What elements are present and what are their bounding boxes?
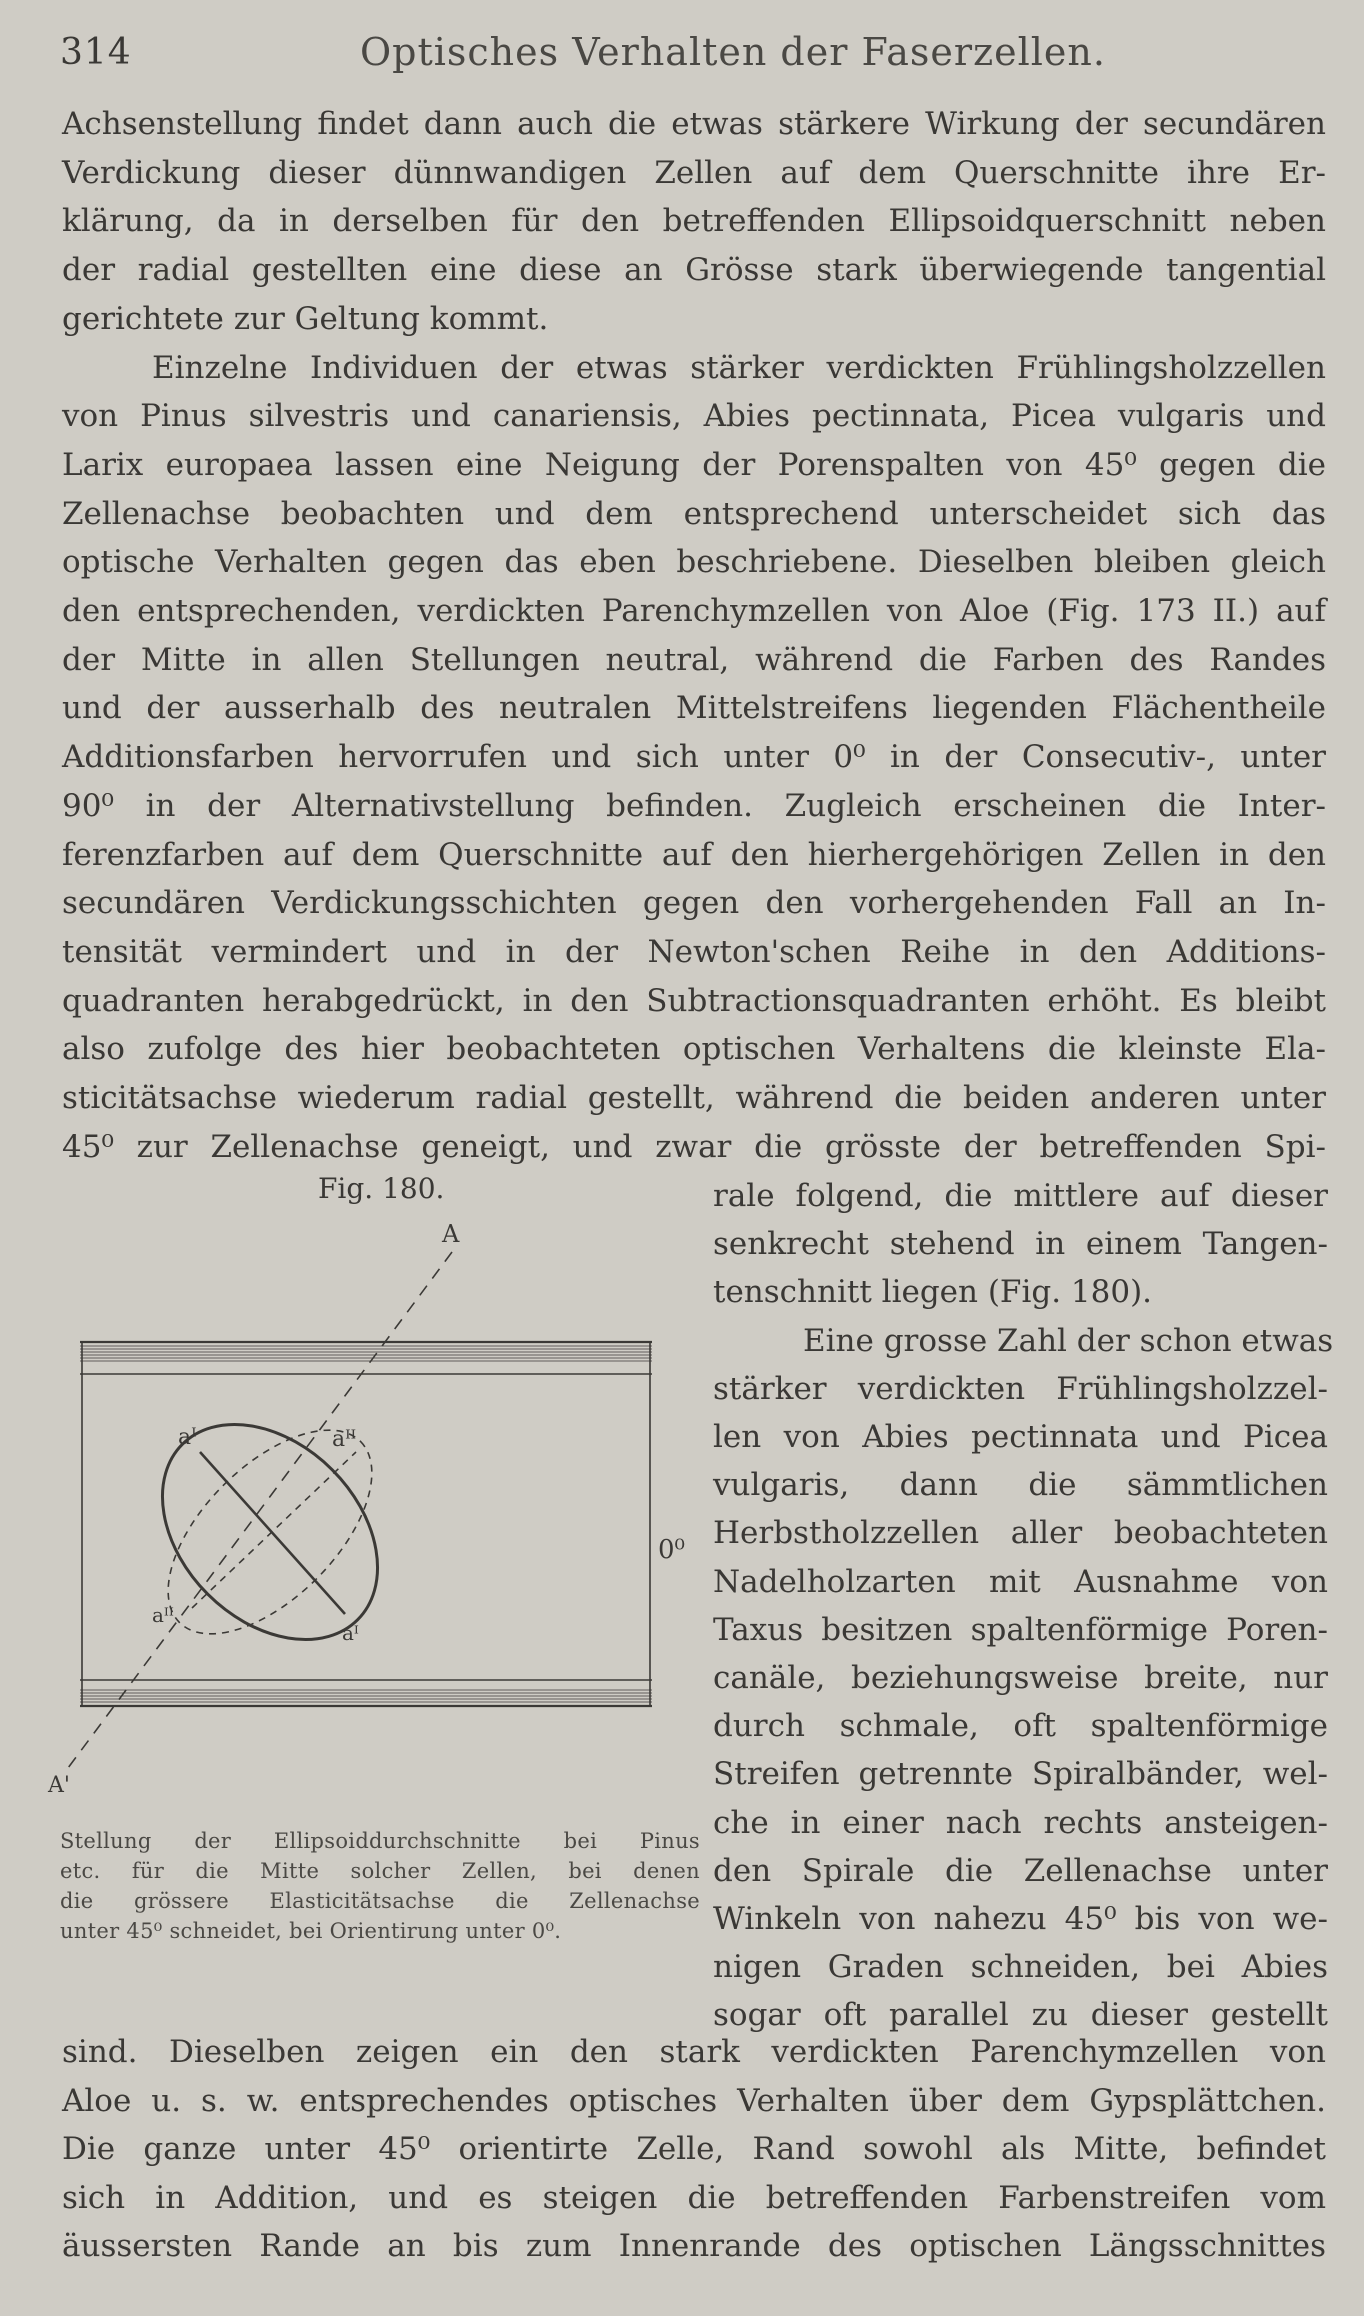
axis-A-A	[68, 1252, 452, 1768]
text-line: tensität vermindert und in der Newton'schen Reihe in den Additions-	[62, 933, 1326, 970]
text-line: rale folgend, die mittlere auf dieser	[713, 1178, 1328, 1214]
figure-180-diagram	[40, 1220, 700, 1800]
label-a2-right: aᴵᴵ	[332, 1427, 357, 1452]
text-line: Streifen getrennte Spiralbänder, wel-	[713, 1756, 1328, 1793]
text-line: tenschnitt liegen (Fig. 180).	[713, 1274, 1153, 1311]
figure-label: Fig. 180.	[318, 1172, 445, 1205]
page-header	[60, 22, 1344, 82]
text-line: äussersten Rande an bis zum Innenrande des optischen Längsschnittes	[62, 2228, 1326, 2264]
text-line: Taxus besitzen spaltenförmige Poren-	[713, 1611, 1328, 1648]
text-line: 45⁰ zur Zellenachse geneigt, und zwar die grösste der betreffenden Spi-	[62, 1128, 1326, 1165]
text-line: Larix europaea lassen eine Neigung der Porenspalten von 45⁰ gegen die	[62, 446, 1326, 483]
text-line: also zufolge des hier beobachteten optischen Verhaltens die kleinste Ela-	[62, 1031, 1326, 1068]
text-line: Die ganze unter 45⁰ orientirte Zelle, Rand sowohl als Mitte, befindet	[62, 2131, 1326, 2167]
axis-a1	[200, 1452, 345, 1614]
caption-line: etc. für die Mitte solcher Zellen, bei denen	[60, 1859, 700, 1883]
text-line: Verdickung dieser dünnwandigen Zellen auf dem Querschnitte ihre Er-	[62, 154, 1326, 191]
text-line: sind. Dieselben zeigen ein den stark verdickten Parenchymzellen von	[62, 2034, 1326, 2070]
running-title: Optisches Verhalten der Faserzellen.	[360, 30, 1106, 74]
text-line: vulgaris, dann die sämmtlichen	[713, 1467, 1328, 1504]
text-line: nigen Graden schneiden, bei Abies	[713, 1949, 1328, 1986]
axis-a2	[192, 1452, 356, 1608]
label-A-top: A	[442, 1220, 460, 1248]
label-a2-left: aᴵᴵ	[152, 1603, 174, 1627]
text-line: Achsenstellung findet dann auch die etwas stärkere Wirkung der secundären	[62, 106, 1326, 142]
label-orientation: 0⁰	[658, 1535, 685, 1565]
text-line: durch schmale, oft spaltenförmige	[713, 1708, 1328, 1745]
text-line: den Spirale die Zellenachse unter	[713, 1852, 1328, 1889]
text-line: den entsprechenden, verdickten Parenchymzellen von Aloe (Fig. 173 II.) auf	[62, 593, 1326, 629]
label-a1-left: aᴵ	[178, 1425, 197, 1450]
text-line: senkrecht stehend in einem Tangen-	[713, 1226, 1328, 1263]
text-line: canäle, beziehungsweise breite, nur	[713, 1660, 1328, 1696]
text-line: len von Abies pectinnata und Picea	[713, 1419, 1328, 1455]
text-line: der radial gestellten eine diese an Grösse stark überwiegende tangential	[62, 252, 1326, 289]
label-a1-right: aᴵ	[342, 1621, 359, 1645]
figure-caption	[60, 1826, 700, 1946]
text-line: klärung, da in derselben für den betreffenden Ellipsoidquerschnitt neben	[62, 203, 1326, 240]
text-line: von Pinus silvestris und canariensis, Abies pectinnata, Picea vulgaris und	[62, 398, 1326, 435]
label-A-bottom: A'	[48, 1773, 70, 1798]
text-line: Zellenachse beobachten und dem entsprechend unterscheidet sich das	[62, 495, 1326, 532]
text-line: Nadelholzarten mit Ausnahme von	[713, 1563, 1328, 1600]
text-line: quadranten herabgedrückt, in den Subtractionsquadranten erhöht. Es bleibt	[62, 982, 1326, 1019]
text-line: der Mitte in allen Stellungen neutral, während die Farben des Randes	[62, 641, 1326, 678]
text-line: und der ausserhalb des neutralen Mittelstreifens liegenden Flächentheile	[62, 690, 1326, 727]
text-line: optische Verhalten gegen das eben beschriebene. Dieselben bleiben gleich	[62, 544, 1326, 581]
text-line: Herbstholzzellen aller beobachteten	[713, 1515, 1328, 1552]
page-number: 314	[60, 32, 132, 73]
text-line: Winkeln von nahezu 45⁰ bis von we-	[713, 1901, 1328, 1937]
text-line: ferenzfarben auf dem Querschnitte auf den hierhergehörigen Zellen in den	[62, 836, 1326, 873]
text-line: Einzelne Individuen der etwas stärker verdickten Frühlingsholzzellen	[152, 349, 1326, 386]
text-line: sich in Addition, und es steigen die betreffenden Farbenstreifen vom	[62, 2179, 1326, 2216]
text-line: che in einer nach rechts ansteigen-	[713, 1804, 1328, 1841]
caption-line: die grössere Elasticitätsachse die Zellenachse	[60, 1889, 700, 1913]
text-line: gerichtete zur Geltung kommt.	[62, 300, 549, 337]
text-line: Additionsfarben hervorrufen und sich unter 0⁰ in der Consecutiv-, unter	[62, 739, 1326, 776]
text-line: stärker verdickten Frühlingsholzzel-	[713, 1370, 1328, 1407]
text-line: Eine grosse Zahl der schon etwas	[803, 1322, 1334, 1359]
text-line: sticitätsachse wiederum radial gestellt, während die beiden anderen unter	[62, 1080, 1326, 1116]
text-line: 90⁰ in der Alternativstellung befinden. Zugleich erscheinen die Inter-	[62, 787, 1326, 824]
text-line: secundären Verdickungsschichten gegen den vorhergehenden Fall an In-	[62, 885, 1326, 922]
text-line: Aloe u. s. w. entsprechendes optisches Verhalten über dem Gypsplättchen.	[62, 2082, 1326, 2119]
text-line: sogar oft parallel zu dieser gestellt	[713, 1997, 1328, 2034]
caption-line: Stellung der Ellipsoiddurchschnitte bei Pinus	[60, 1829, 700, 1853]
caption-line: unter 45⁰ schneidet, bei Orientirung unter 0⁰.	[60, 1919, 562, 1943]
